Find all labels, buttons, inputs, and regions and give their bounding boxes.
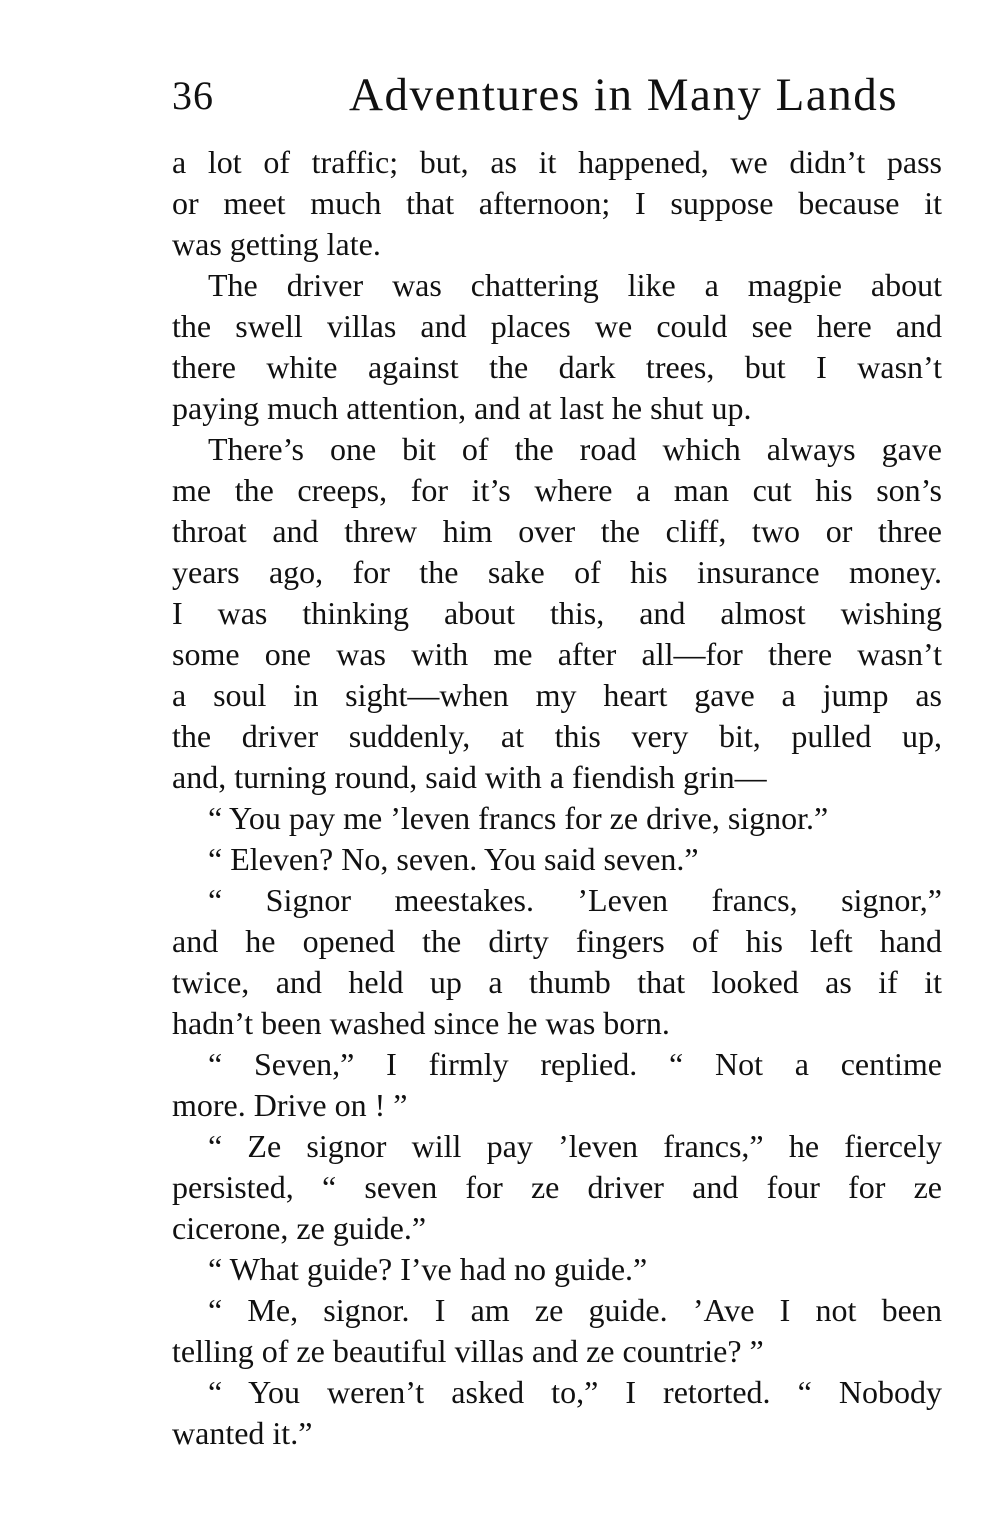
text-line: telling of ze beautiful villas and ze countrie? ” [172, 1333, 764, 1369]
text-line: “ What guide? I’ve had no guide.” [208, 1251, 648, 1287]
text-line: “ You weren’t asked to,” I retorted. “ Nobody [208, 1374, 942, 1410]
body-text [172, 142, 942, 1454]
text-line: There’s one bit of the road which always gave [208, 431, 942, 467]
text-line: more. Drive on ! ” [172, 1087, 408, 1123]
text-line: hadn’t been washed since he was born. [172, 1005, 670, 1041]
text-line: or meet much that afternoon; I suppose because it [172, 185, 942, 221]
text-line: cicerone, ze guide.” [172, 1210, 427, 1246]
text-line: years ago, for the sake of his insurance money. [172, 554, 942, 590]
text-line: “ Ze signor will pay ’leven francs,” he fiercely [208, 1128, 942, 1164]
running-title: Adventures in Many Lands [349, 69, 898, 121]
text-line: wanted it.” [172, 1415, 313, 1451]
text-line: throat and threw him over the cliff, two or three [172, 513, 942, 549]
text-line: the swell villas and places we could see here and [172, 308, 942, 344]
text-line: a lot of traffic; but, as it happened, we didn’t pass [172, 144, 942, 180]
text-line: the driver suddenly, at this very bit, pulled up, [172, 718, 942, 754]
text-line: paying much attention, and at last he shut up. [172, 390, 752, 426]
page-header [172, 68, 932, 138]
text-line: “ You pay me ’leven francs for ze drive, signor.” [208, 800, 829, 836]
text-line: a soul in sight—when my heart gave a jump as [172, 677, 942, 713]
text-line: there white against the dark trees, but I wasn’t [172, 349, 942, 385]
text-line: persisted, “ seven for ze driver and four for ze [172, 1169, 942, 1205]
text-line: The driver was chattering like a magpie about [208, 267, 942, 303]
text-line: me the creeps, for it’s where a man cut his son’s [172, 472, 942, 508]
page-number: 36 [172, 73, 214, 118]
text-line: some one was with me after all—for there wasn’t [172, 636, 942, 672]
text-line: and he opened the dirty fingers of his left hand [172, 923, 942, 959]
text-line: and, turning round, said with a fiendish grin— [172, 759, 767, 795]
text-line: “ Me, signor. I am ze guide. ’Ave I not been [208, 1292, 942, 1328]
text-line: twice, and held up a thumb that looked as if it [172, 964, 942, 1000]
text-line: “ Eleven? No, seven. You said seven.” [208, 841, 699, 877]
text-line: was getting late. [172, 226, 381, 262]
text-line: I was thinking about this, and almost wishing [172, 595, 942, 631]
text-line: “ Seven,” I firmly replied. “ Not a centime [208, 1046, 942, 1082]
text-line: “ Signor meestakes. ’Leven francs, signor,” [208, 882, 942, 918]
